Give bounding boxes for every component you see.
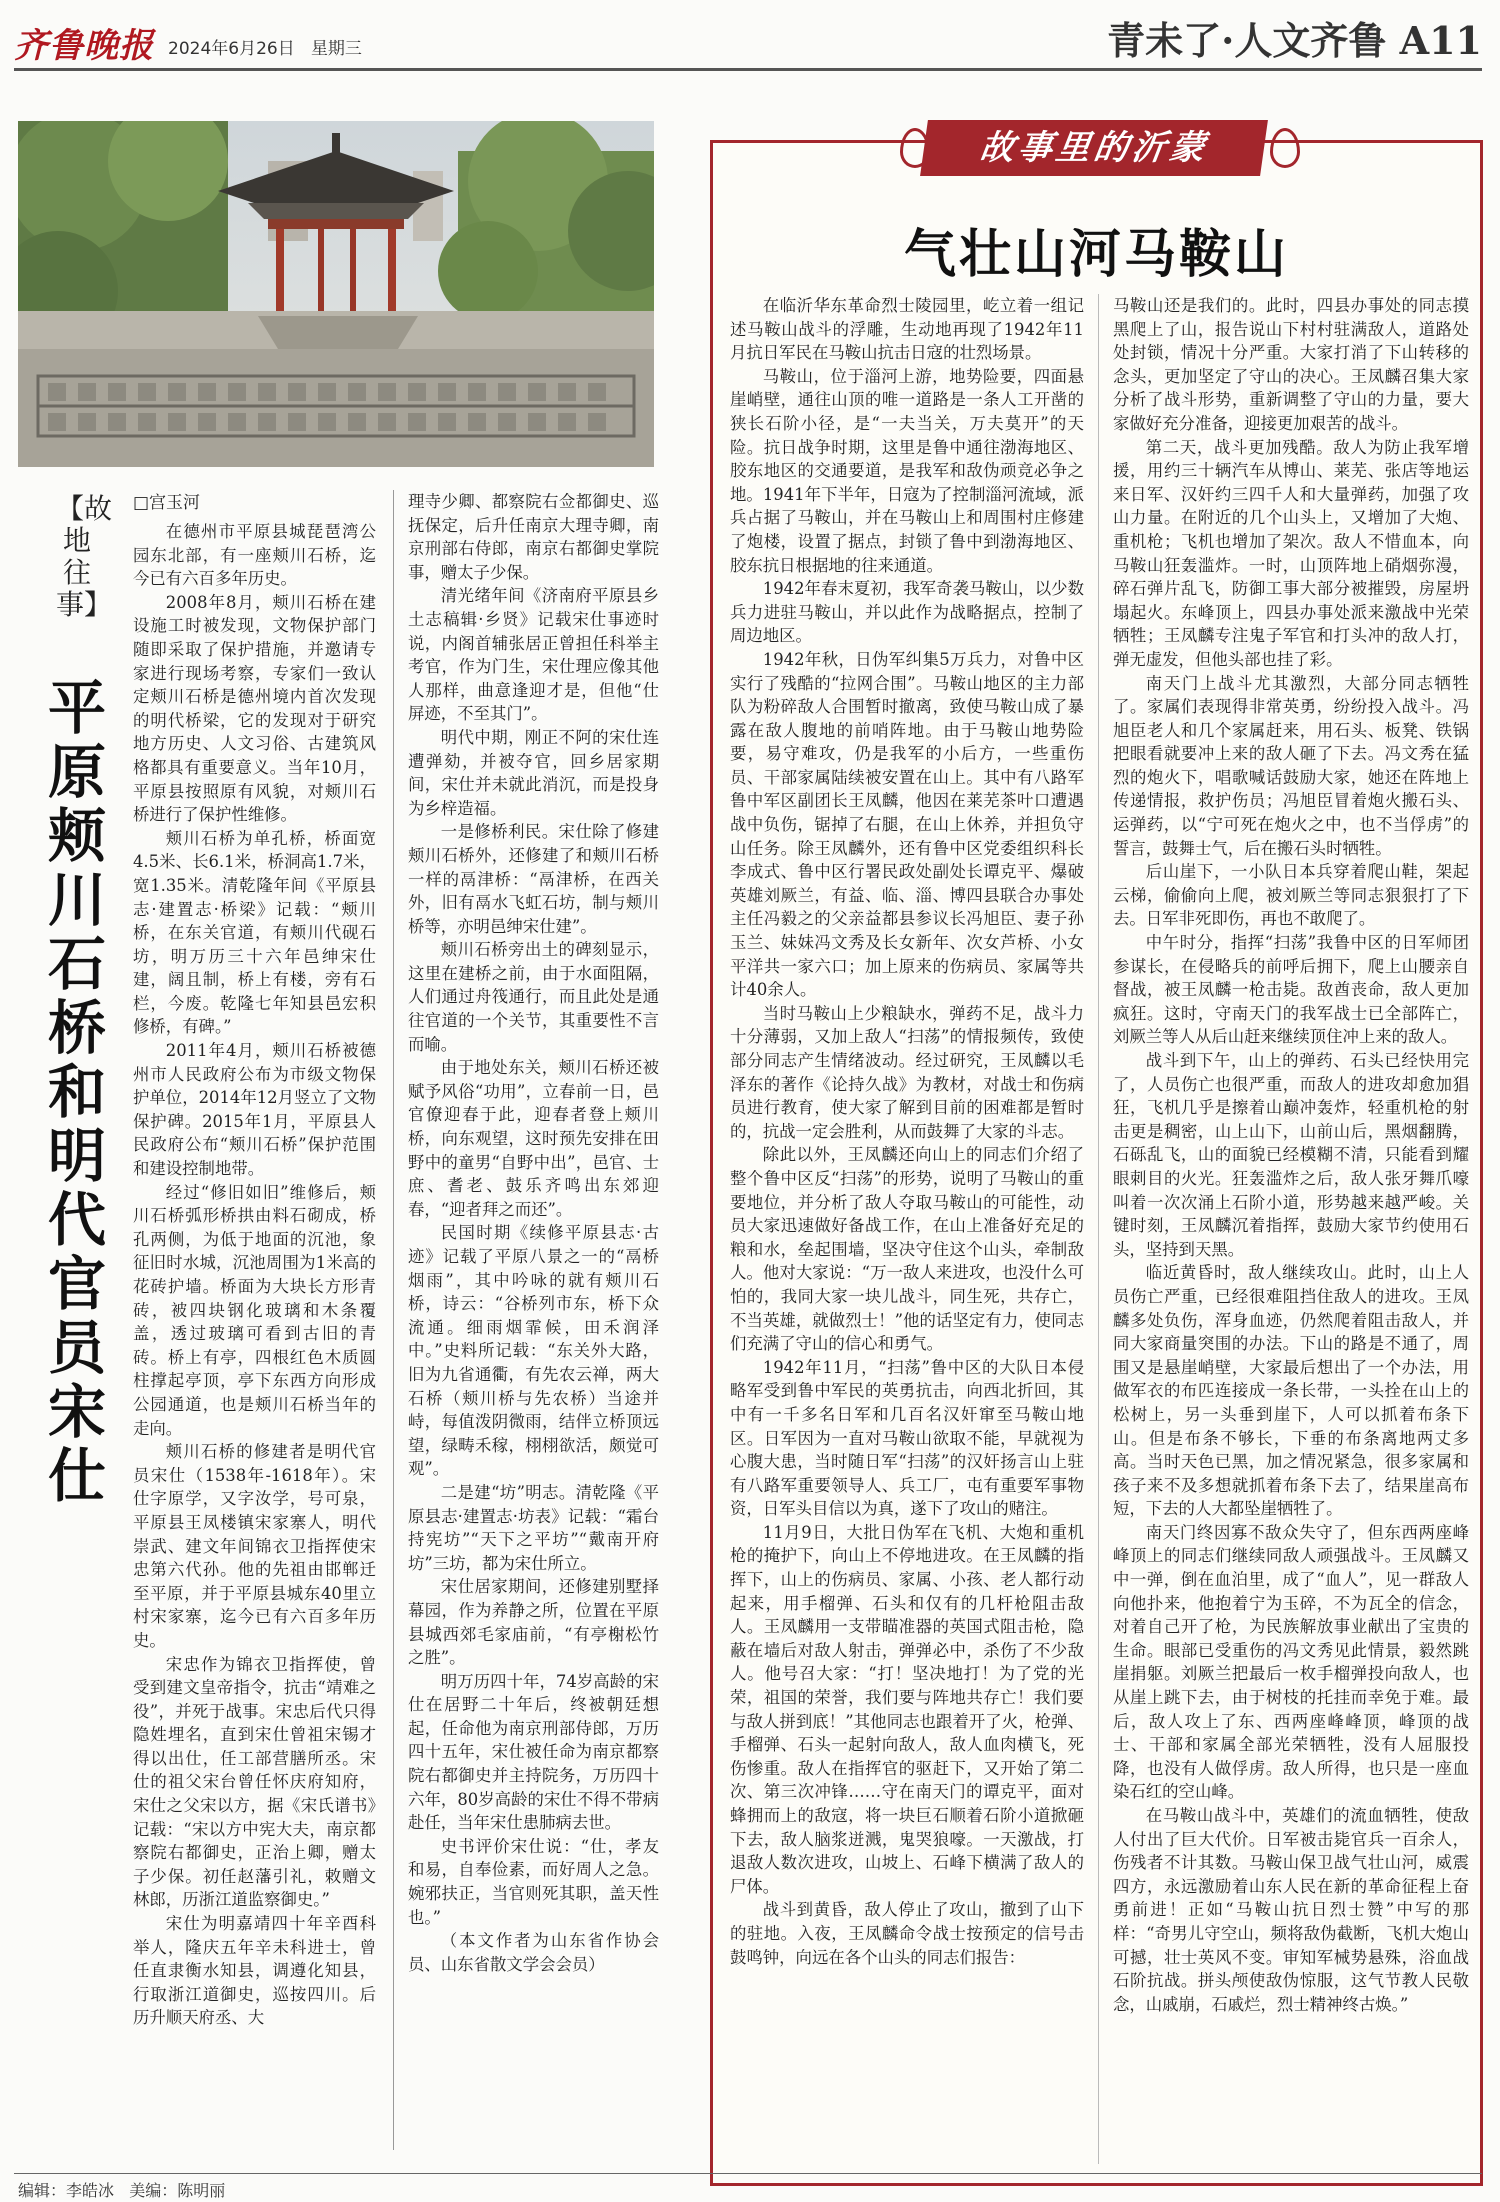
column-tag: 故事里的沂蒙 xyxy=(920,120,1268,176)
column-divider xyxy=(1098,294,1099,2164)
paragraph: 第二天，战斗更加残酷。敌人为防止我军增援，用约三十辆汽车从博山、莱芜、张店等地运来日军、汉奸约三四千人和大量弹药，加强了攻山力量。在附近的几个山头上，又增加了大炮、重机枪；飞机也增加了架次。敌人不惜血本，向马鞍山狂轰滥炸。一时，山顶阵地上硝烟弥漫，碎石弹片乱飞，防御工事大部分被摧毁，房屋坍塌起火。东峰顶上，四县办事处派来激战中光荣牺牲；王凤麟专注鬼子军官和打头冲的敌人打，弹无虚发，但他头部也挂了彩。 xyxy=(1113,437,1469,669)
left-headline xyxy=(46,676,108,1508)
paragraph: 2008年8月，颊川石桥在建设施工时被发现，文物保护部门随即采取了保护措施，并邀请专家进行现场考察，专家们一致认定颊川石桥是德州境内首次发现的明代桥梁，它的发现对于研究地方历史、人文习俗、古建筑风格都具有重要意义。当年10月，平原县按照原有风貌，对颊川石桥进行了保护性维修。 xyxy=(133,592,376,825)
paragraph: 明代中期，刚正不阿的宋仕连遭弹劾，并被夺官，回乡居家期间，宋仕并未就此消沉，而是投身为乡梓造福。 xyxy=(408,727,659,818)
author-byline: □宫玉河 xyxy=(133,493,201,513)
left-article-col1 xyxy=(133,520,376,2170)
paragraph: 战斗到黄昏，敌人停止了攻山，撤到了山下的驻地。入夜，王凤麟命令战士按预定的信号击鼓鸣钟，向远在各个山头的同志们报告： xyxy=(730,1900,1084,1967)
paragraph: 马鞍山，位于淄河上游，地势险要，四面悬崖峭壁，通往山顶的唯一道路是一条人工开凿的狭长石阶小径，是“一夫当关，万夫莫开”的天险。抗日战争时期，这里是鲁中通往渤海地区、胶东地区的交通要道，是我军和敌伪顽竞必争之地。1941年下半年，日寇为了控制淄河流域，派兵占据了马鞍山，并在马鞍山上和周围村庄修建了炮楼，设置了据点，封锁了鲁中到渤海地区、胶东抗日根据地的往来通道。 xyxy=(730,366,1084,575)
column-kicker xyxy=(56,492,113,621)
paragraph: 颊川石桥为单孔桥，桥面宽4.5米、长6.1米，桥洞高1.7米，宽1.35米。清乾隆年间《平原县志·建置志·桥梁》记载：“颊川桥，在东关官道，有颊川代砚石坊，明万历三十六年邑绅宋仕建，阔且制，桥上有楼，旁有石栏，今废。乾隆七年知县邑宏积修桥，有碑。” xyxy=(133,828,376,1037)
paragraph: 经过“修旧如旧”维修后，颊川石桥弧形桥拱由料石砌成，桥孔两侧，为低于地面的沉池，象征旧时水城，沉池周围为1米高的花砖护墙。桥面为大块长方形青砖，被四块钢化玻璃和木条覆盖，透过玻璃可看到古旧的青砖。桥上有亭，四根红色木质圆柱撑起亭顶，亭下东西方向形成公园通道，也是颊川石桥当年的走向。 xyxy=(133,1182,376,1438)
designer-credit: 美编：陈明丽 xyxy=(129,2181,226,2200)
paragraph: 后山崖下，一小队日本兵穿着爬山鞋，架起云梯，偷偷向上爬，被刘厥兰等同志狠狠打了下去。日军非死即伤，再也不敢爬了。 xyxy=(1113,862,1469,929)
paragraph: 民国时期《续修平原县志·古迹》记载了平原八景之一的“鬲桥烟雨”，其中吟咏的就有颊川石桥，诗云：“谷桥列市东，桥下众流通。细雨烟霏候，田禾润泽中。”史料所记载：“东关外大路，旧为九省通衢，有先农云禅，两大石桥（颊川桥与先农桥）当途并峙，每值泼阴微雨，结伴立桥顶远望，绿畴禾稼，栩栩欲活，颇觉可观”。 xyxy=(408,1223,659,1479)
paragraph: 明万历四十年，74岁高龄的宋仕在居野二十年后，终被朝廷想起，任命他为南京刑部侍郎，万历四十五年，宋仕被任命为南京都察院右都御史并主持院务，万历四十六年，80岁高龄的宋仕不得不带病赴任，当年宋仕患肺病去世。 xyxy=(408,1671,659,1833)
paragraph: 南天门上战斗尤其激烈，大部分同志牺牲了。家属们表现得非常英勇，纷纷投入战斗。冯旭臣老人和几个家属赶来，用石头、板凳、铁锅把眼看就要冲上来的敌人砸了下去。冯文秀在猛烈的炮火下，唱歌喊话鼓励大家，她还在阵地上传递情报，救护伤员；冯旭臣冒着炮火搬石头、运弹药，以“宁可死在炮火之中，也不当俘虏”的誓言，鼓舞士气，后在搬石头时牺牲。 xyxy=(1113,673,1469,858)
paragraph: 由于地处东关，颊川石桥还被赋予风俗“功用”，立春前一日，邑官僚迎春于此，迎春者登上颊川桥，向东观望，这时预先安排在田野中的童男“自野中出”，邑官、士庶、耆老、鼓乐齐鸣出东郊迎春，“迎者拜之而还”。 xyxy=(408,1058,659,1219)
newspaper-logo: 齐鲁晚报 xyxy=(14,26,154,66)
right-headline: 气壮山河马鞍山 xyxy=(903,224,1289,285)
paragraph: 在德州市平原县城琵琶湾公园东北部，有一座颊川石桥，迄今已有六百多年历史。 xyxy=(133,522,376,589)
column-divider xyxy=(393,490,394,2150)
author-note: （本文作者为山东省作协会员、山东省散文学会会员） xyxy=(408,1931,659,1974)
paragraph: 一是修桥利民。宋仕除了修建颊川石桥外，还修建了和颊川石桥一样的鬲津桥：“鬲津桥，在西关外，旧有鬲水飞虹石坊，制与颊川桥等，亦明邑绅宋仕建”。 xyxy=(408,822,659,936)
header-rule xyxy=(14,68,1482,71)
kicker-text: 【故地往事】 xyxy=(56,492,113,621)
paragraph: 宋忠作为锦衣卫指挥使，曾受到建文皇帝指令，抗击“靖难之役”，并死于战事。宋忠后代只得隐姓埋名，直到宋仕曾祖宋锡才得以出仕，任工部营膳所丞。宋仕的祖父宋台曾任怀庆府知府，宋仕之父宋以方，据《宋氏谱书》记载：“宋以方中宪大夫，南京都察院右都御史，正治上卿，赠太子少保。初任赵藩引礼，敕赠文林郎，历浙江道监察御史。” xyxy=(133,1654,376,1910)
paragraph: 在马鞍山战斗中，英雄们的流血牺牲，使敌人付出了巨大代价。日军被击毙官兵一百余人，伤残者不计其数。马鞍山保卫战气壮山河，威震四方，永远激励着山东人民在新的革命征程上奋勇前进！正如“马鞍山抗日烈士赞”中写的那样：“奇男儿守空山，频将敌伪截断，飞机大炮山可撼，壮士英风不变。审知军械势悬殊，浴血战石阶抗战。拼头颅使敌伪惊服，这气节教人民敬念，山戚崩，石戚烂，烈士精神终古焕。” xyxy=(1113,1806,1469,2014)
paragraph: 理寺少卿、都察院右佥都御史、巡抚保定，后升任南京大理寺卿，南京刑部右侍郎，南京右都御史掌院事，赠太子少保。 xyxy=(408,492,659,582)
cloud-ornament-right xyxy=(1270,128,1300,168)
paragraph: 在临沂华东革命烈士陵园里，屹立着一组记述马鞍山战斗的浮雕，生动地再现了1942年11月抗日军民在马鞍山抗击日寇的壮烈场景。 xyxy=(730,296,1084,363)
paragraph: 1942年春末夏初，我军奇袭马鞍山，以少数兵力进驻马鞍山，并以此作为战略据点，控制了周边地区。 xyxy=(730,579,1084,646)
paragraph: 宋仕居家期间，还修建别墅择幕园，作为养静之所，位置在平原县城西郊毛家庙前，“有亭榭松竹之胜”。 xyxy=(408,1577,659,1668)
footer-rule xyxy=(14,2173,1482,2174)
section-title: 青未了·人文齐鲁 A11 xyxy=(1107,18,1482,63)
paragraph: 2011年4月，颊川石桥被德州市人民政府公布为市级文物保护单位，2014年12月竖立了文物保护碑。2015年1月，平原县人民政府公布“颊川石桥”保护范围和建设控制地带。 xyxy=(133,1041,376,1179)
left-article-col2 xyxy=(408,490,659,2170)
weekday-text: 星期三 xyxy=(310,39,362,59)
page-footer xyxy=(18,2178,225,2201)
paragraph: 清光绪年间《济南府平原县乡土志稿辑·乡贤》记载宋仕事迹时说，内阁首辅张居正曾担任科举主考官，作为门生，宋仕理应像其他人那样，曲意逢迎才是，但他“仕屏迹，不至其门”。 xyxy=(408,586,659,724)
right-article-col2 xyxy=(1113,294,1469,2164)
right-article-col1 xyxy=(730,294,1084,2164)
date-text: 2024年6月26日 xyxy=(168,39,295,59)
paragraph: 1942年秋，日伪军纠集5万兵力，对鲁中区实行了残酷的“拉网合围”。马鞍山地区的主力部队为粉碎敌人合围暂时撤离，致使马鞍山成了暴露在敌人腹地的前哨阵地。由于马鞍山地势险要，易守难攻，仍是我军的小后方，一些重伤员、干部家属陆续被安置在山上。其中有八路军鲁中军区副团长王凤麟，他因在莱芜茶叶口遭遇战中负伤，锯掉了右腿，在山上休养，并担负守山任务。除王凤麟外，还有鲁中区党委组织科长李成式、鲁中区行署民政处副处长谭克平、爆破英雄刘厥兰，有益、临、淄、博四县联合办事处主任冯毅之的父亲益都县参议长冯旭臣、妻子孙玉兰、妹妹冯文秀及长女新年、次女芦桥、小女平洋共一家六口；加上原来的伤病员、家属等共计40余人。 xyxy=(730,649,1084,1000)
paragraph: 战斗到下午，山上的弹药、石头已经快用完了，人员伤亡也很严重，而敌人的进攻却愈加猖狂，飞机几乎是擦着山巅冲轰炸，轻重机枪的射击更是稠密，山上山下，山前山后，黑烟翻腾，石砾乱飞，山的面貌已经模糊不清，只能看到耀眼刺目的火光。狂轰滥炸之后，敌人张牙舞爪嚎叫着一次次涌上石阶小道，形势越来越严峻。关键时刻，王凤麟沉着指挥，鼓励大家节约使用石头，坚持到天黑。 xyxy=(1113,1051,1469,1259)
paragraph: 中午时分，指挥“扫荡”我鲁中区的日军师团参谋长，在侵略兵的前呼后拥下，爬上山腰亲自督战，被王凤麟一枪击毙。敌酋丧命，敌人更加疯狂。这时，守南天门的我军战士已全部阵亡，刘厥兰等人从后山赶来继续顶住冲上来的敌人。 xyxy=(1113,933,1469,1047)
editor-credit: 编辑：李皓冰 xyxy=(18,2181,115,2200)
paragraph: 南天门终因寡不敌众失守了，但东西两座峰峰顶上的同志们继续同敌人顽强战斗。王凤麟又中一弹，倒在血泊里，成了“血人”，见一群敌人向他扑来，他抱着宁为玉碎，不为瓦全的信念，对着自己开了枪，为民族解放事业献出了宝贵的生命。眼部已受重伤的冯文秀见此情景，毅然跳崖捐躯。刘厥兰把最后一枚手榴弹投向敌人，也从崖上跳下去，由于树枝的托挂而幸免于难。最后，敌人攻上了东、西两座峰峰顶，峰顶的战士、干部和家属全部光荣牺牲，没有人屈服投降，也没有人做俘虏。敌人所得，也只是一座血染石红的空山峰。 xyxy=(1113,1522,1469,1802)
pavilion-photo xyxy=(18,121,654,467)
page-header xyxy=(14,4,1482,66)
paragraph: 颊川石桥的修建者是明代官员宋仕（1538年-1618年）。宋仕字原学，又字汝学，号可泉，平原县王凤楼镇宋家寨人，明代崇武、建文年间锦衣卫指挥使宋忠第六代孙。他的先祖由邯郸迁至平原，并于平原县城东40里立村宋家寨，迄今已有六百多年历史。 xyxy=(133,1442,376,1650)
paragraph: 11月9日，大批日伪军在飞机、大炮和重机枪的掩护下，向山上不停地进攻。在王凤麟的指挥下，山上的伤病员、家属、小孩、老人都行动起来，用手榴弹、石头和仅有的几杆枪阻击敌人。王凤麟用一支带瞄准器的英国式阻击枪，隐蔽在墙后对敌人射击，弹弹必中，杀伤了不少敌人。他号召大家：“打！坚决地打！为了党的光荣，祖国的荣誉，我们要与阵地共存亡！我们要与敌人拼到底！”其他同志也跟着开了火，枪弹、手榴弹、石头一起射向敌人，敌人血肉横飞，死伤惨重。敌人在指挥官的驱赶下，又开始了第二次、第三次冲锋……守在南天门的谭克平，面对蜂拥而上的敌寇，将一块巨石顺着石阶小道掀砸下去，敌人脑浆迸溅，鬼哭狼嚎。一天激战，打退敌人数次进攻，山坡上、石峰下横满了敌人的尸体。 xyxy=(730,1522,1084,1896)
paragraph: 1942年11月，“扫荡”鲁中区的大队日本侵略军受到鲁中军民的英勇抗击，向西北折回，其中有一千多名日军和几百名汉奸窜至马鞍山地区。日军因为一直对马鞍山欲取不能，早就视为心腹大患，当时随日军“扫荡”的汉奸扬言山上驻有八路军重要领导人、兵工厂，屯有重要军事物资，日军头目信以为真，遂下了攻山的赌注。 xyxy=(730,1357,1084,1519)
left-headline-text: 平原颊川石桥和明代官员宋仕 xyxy=(47,674,106,1510)
paragraph: 当时马鞍山上少粮缺水，弹药不足，战斗力十分薄弱，又加上敌人“扫荡”的情报频传，致使部分同志产生情绪波动。经过研究，王凤麟以毛泽东的著作《论持久战》为教材，对战士和伤病员进行教育，使大家了解到目前的困难都是暂时的，抗战一定会胜利，从而鼓舞了大家的斗志。 xyxy=(730,1003,1084,1141)
paragraph: 宋仕为明嘉靖四十年辛酉科举人，隆庆五年辛未科进士，曾任直隶衡水知县，调遵化知县，行取浙江道御史，巡按四川。后历升顺天府丞、大 xyxy=(133,1914,376,2028)
paragraph: 马鞍山还是我们的。此时，四县办事处的同志摸黑爬上了山，报告说山下村村驻满敌人，道路处处封锁，情况十分严重。大家打消了下山转移的念头，更加坚定了守山的决心。王凤麟召集大家分析了战斗形势，重新调整了守山的力量，要大家做好充分准备，迎接更加艰苦的战斗。 xyxy=(1113,296,1469,433)
issue-date xyxy=(168,34,362,59)
paragraph: 颊川石桥旁出土的碑刻显示，这里在建桥之前，由于水面阻隔，人们通过舟筏通行，而且此处是通往官道的一个关节，其重要性不言而喻。 xyxy=(408,940,659,1054)
paragraph: 除此以外，王凤麟还向山上的同志们介绍了整个鲁中区反“扫荡”的形势，说明了马鞍山的重要地位，并分析了敌人夺取马鞍山的可能性，动员大家迅速做好备战工作，在山上准备好充足的粮和水，垒起围墙，坚决守住这个山头，牵制敌人。他对大家说：“万一敌人来进攻，也没什么可怕的，我同大家一块儿战斗，同生死，共存亡，不当英雄，就做烈士！”他的话坚定有力，使同志们充满了守山的信心和勇气。 xyxy=(730,1145,1084,1354)
paragraph: 史书评价宋仕说：“仕，孝友和易，自奉俭素，而好周人之急。婉邪扶正，当官则死其职，盖天性也。” xyxy=(408,1836,659,1927)
paragraph: 二是建“坊”明志。清乾隆《平原县志·建置志·坊表》记载：“霜台持宪坊”“天下之平坊”“戴南开府坊”三坊，都为宋仕所立。 xyxy=(408,1482,659,1573)
paragraph: 临近黄昏时，敌人继续攻山。此时，山上人员伤亡严重，已经很难阻挡住敌人的进攻。王凤麟多处负伤，浑身血迹，仍然爬着阻击敌人，并同大家商量突围的办法。下山的路是不通了，周围又是悬崖峭壁，大家最后想出了一个办法，用做军衣的布匹连接成一条长带，一头拴在山上的松树上，另一头垂到崖下，人可以抓着布条下山。但是布条不够长，下垂的布条离地两丈多高。当时天色已黑，加之情况紧急，很多家属和孩子来不及多想就抓着布条下去了，结果崖高布短，下去的人大都坠崖牺牲了。 xyxy=(1113,1263,1469,1519)
